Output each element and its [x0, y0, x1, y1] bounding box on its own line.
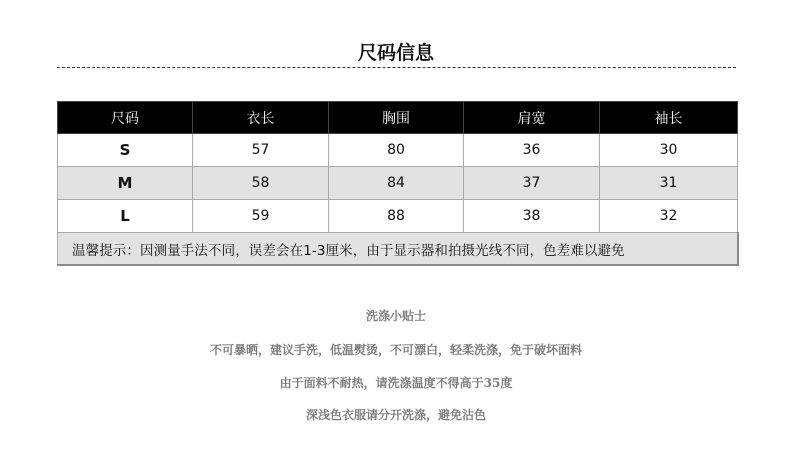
table-row [58, 134, 738, 167]
table-row [58, 200, 738, 233]
care-heading: 洗涤小贴士 [365, 309, 426, 323]
table-header-row [58, 102, 738, 134]
table-cell: 37 [464, 167, 600, 200]
header-chest: 胸围 [329, 102, 464, 134]
measurement-note: 温馨提示：因测量手法不同，误差会在1-3厘米，由于显示器和拍摄光线不同，色差难以避免 [58, 233, 738, 266]
header-length: 衣长 [193, 102, 329, 134]
table-cell: 38 [464, 200, 600, 233]
header-sleeve: 袖长 [600, 102, 738, 134]
table-cell: 36 [464, 134, 600, 167]
care-line: 由于面料不耐热，请洗涤温度不得高于35度 [279, 376, 513, 390]
table-cell: 57 [193, 134, 329, 167]
table-cell: 59 [193, 200, 329, 233]
table-cell: 84 [329, 167, 464, 200]
header-size: 尺码 [58, 102, 193, 134]
dotted-divider [57, 67, 736, 68]
table-cell: 32 [600, 200, 738, 233]
table-cell: 31 [600, 167, 738, 200]
table-cell: 58 [193, 167, 329, 200]
header-shoulder: 肩宽 [464, 102, 600, 134]
size-table [57, 101, 739, 266]
table-cell: 30 [600, 134, 738, 167]
table-cell: M [58, 167, 193, 200]
care-line: 不可暴晒，建议手洗，低温熨烫，不可漂白，轻柔洗涤，免于破坏面料 [209, 343, 582, 357]
table-cell: 88 [329, 200, 464, 233]
table-cell: S [58, 134, 193, 167]
table-cell: L [58, 200, 193, 233]
table-note-row [58, 233, 738, 266]
page-title: 尺码信息 [357, 42, 434, 64]
table-cell: 80 [329, 134, 464, 167]
table-row [58, 167, 738, 200]
care-line: 深浅色衣服请分开洗涤，避免沾色 [305, 408, 486, 422]
